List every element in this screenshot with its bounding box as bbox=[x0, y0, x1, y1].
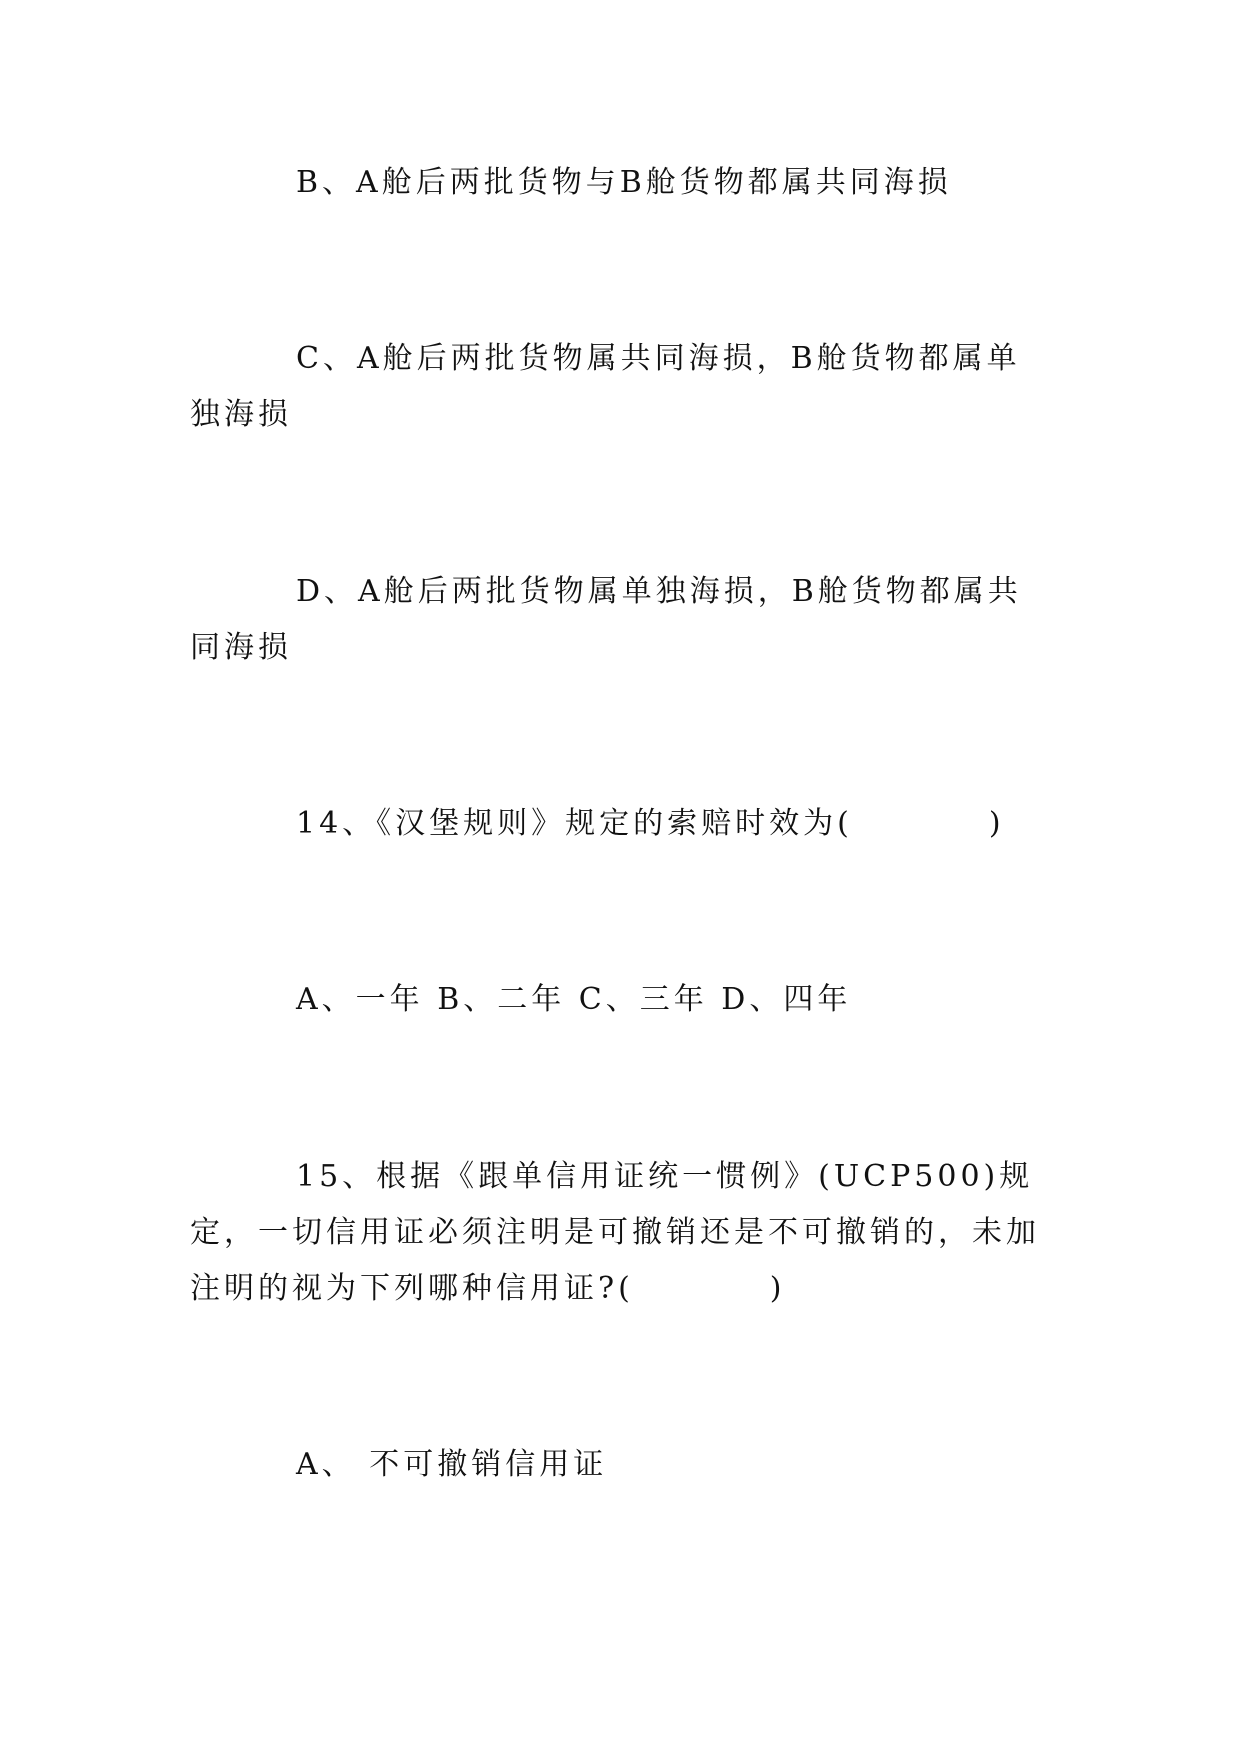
option-c-q13: C、A舱后两批货物属共同海损，B舱货物都属单独海损 bbox=[190, 341, 1021, 432]
options-q14: A、一年 B、二年 C、三年 D、四年 bbox=[296, 982, 852, 1017]
question-14: 14、《汉堡规则》规定的索赔时效为( ) bbox=[296, 806, 1005, 841]
option-a-q15: A、 不可撤销信用证 bbox=[296, 1447, 608, 1482]
option-d-q13: D、A舱后两批货物属单独海损，B舱货物都属共同海损 bbox=[190, 574, 1022, 665]
option-b-q13: B、A舱后两批货物与B舱货物都属共同海损 bbox=[296, 165, 952, 200]
question-15: 15、根据《跟单信用证统一惯例》(UCP500)规定，一切信用证必须注明是可撤销还是不可撤销的，未加注明的视为下列哪种信用证?( ) bbox=[190, 1159, 1040, 1306]
